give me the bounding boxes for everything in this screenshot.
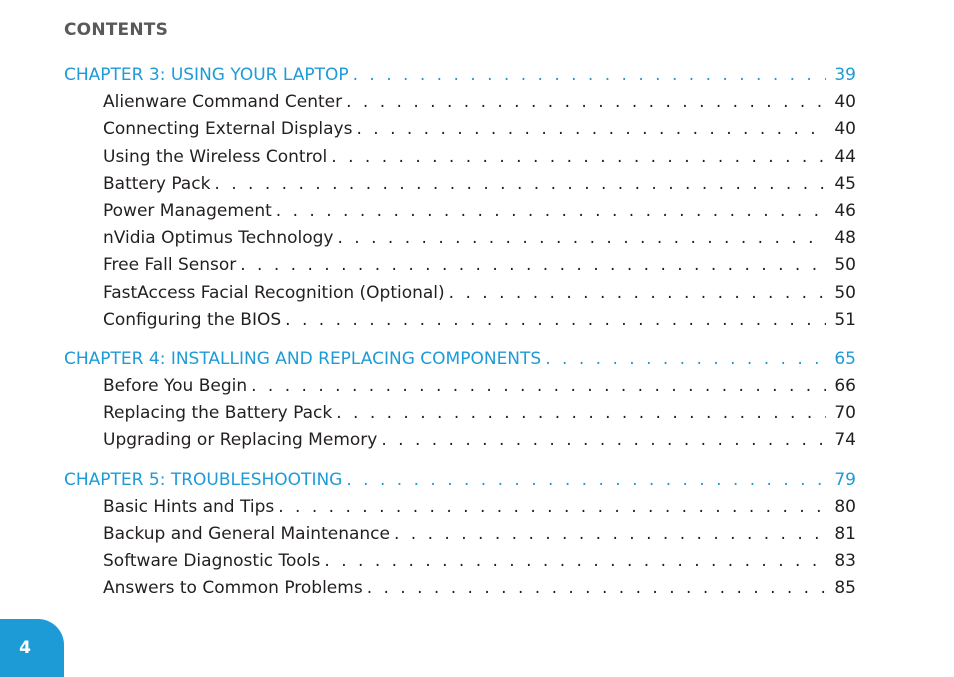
chapter-title: CHAPTER 4: INSTALLING AND REPLACING COMPONENTS: [64, 348, 542, 369]
entry-page-number: 66: [834, 376, 856, 397]
toc-entry[interactable]: [64, 198, 856, 225]
leader-dots: [545, 346, 826, 373]
entry-title: Configuring the BIOS: [103, 309, 282, 330]
entry-title: Software Diagnostic Tools: [103, 551, 321, 572]
leader-dots: [324, 548, 826, 575]
entry-title: Free Fall Sensor: [103, 255, 237, 276]
chapter-5-section: [64, 467, 856, 603]
chapter-title: CHAPTER 5: TROUBLESHOOTING: [64, 469, 343, 490]
leader-dots: [278, 494, 826, 521]
toc-entry[interactable]: [64, 89, 856, 116]
leader-dots: [367, 575, 826, 602]
leader-dots: [346, 89, 826, 116]
toc-entry[interactable]: [64, 144, 856, 171]
entry-title: Power Management: [103, 200, 272, 221]
chapter-3-link[interactable]: [64, 62, 856, 89]
entry-page-number: 44: [834, 146, 856, 167]
entry-title: FastAccess Facial Recognition (Optional): [103, 282, 445, 303]
entry-title: Basic Hints and Tips: [103, 496, 275, 517]
chapter-5-link[interactable]: [64, 467, 856, 494]
toc-entry[interactable]: [64, 307, 856, 334]
leader-dots: [285, 307, 826, 334]
entry-page-number: 48: [834, 228, 856, 249]
entry-page-number: 40: [834, 119, 856, 140]
toc-entry[interactable]: [64, 575, 856, 602]
leader-dots: [394, 521, 826, 548]
entry-page-number: 85: [834, 578, 856, 599]
chapter-page-number: 39: [834, 65, 856, 85]
entry-page-number: 46: [834, 200, 856, 221]
table-of-contents: [64, 62, 856, 615]
leader-dots: [240, 252, 826, 279]
entry-page-number: 50: [834, 255, 856, 276]
entry-page-number: 51: [834, 309, 856, 330]
entry-title: Using the Wireless Control: [103, 146, 328, 167]
entry-title: nVidia Optimus Technology: [103, 228, 334, 249]
leader-dots: [356, 116, 826, 143]
toc-entry[interactable]: [64, 280, 856, 307]
page-number: 4: [19, 638, 31, 658]
entry-title: Replacing the Battery Pack: [103, 403, 333, 424]
toc-entry[interactable]: [64, 373, 856, 400]
chapter-title: CHAPTER 3: USING YOUR LAPTOP: [64, 65, 349, 85]
toc-entry[interactable]: [64, 116, 856, 143]
leader-dots: [336, 400, 826, 427]
toc-entry[interactable]: [64, 171, 856, 198]
leader-dots: [214, 171, 826, 198]
entry-page-number: 70: [834, 403, 856, 424]
entry-title: Connecting External Displays: [103, 119, 353, 140]
toc-entry[interactable]: [64, 494, 856, 521]
page-heading: CONTENTS: [64, 20, 169, 40]
entry-title: Battery Pack: [103, 173, 211, 194]
leader-dots: [381, 427, 826, 454]
chapter-3-section: [64, 62, 856, 334]
entry-page-number: 50: [834, 282, 856, 303]
entry-title: Answers to Common Problems: [103, 578, 363, 599]
entry-page-number: 83: [834, 551, 856, 572]
chapter-page-number: 65: [834, 348, 856, 369]
toc-entry[interactable]: [64, 225, 856, 252]
toc-entry[interactable]: [64, 400, 856, 427]
chapter-4-section: [64, 346, 856, 455]
entry-title: Alienware Command Center: [103, 92, 343, 113]
toc-entry[interactable]: [64, 427, 856, 454]
toc-entry[interactable]: [64, 252, 856, 279]
toc-entry[interactable]: [64, 548, 856, 575]
chapter-page-number: 79: [834, 469, 856, 490]
entry-page-number: 74: [834, 430, 856, 451]
entry-page-number: 80: [834, 496, 856, 517]
leader-dots: [346, 467, 826, 494]
entry-page-number: 40: [834, 92, 856, 113]
entry-title: Before You Begin: [103, 376, 248, 397]
entry-page-number: 81: [834, 524, 856, 544]
leader-dots: [449, 280, 826, 307]
leader-dots: [353, 62, 826, 89]
leader-dots: [331, 144, 826, 171]
entry-title: Backup and General Maintenance: [103, 524, 390, 544]
entry-title: Upgrading or Replacing Memory: [103, 430, 378, 451]
leader-dots: [251, 373, 826, 400]
entry-page-number: 45: [834, 173, 856, 194]
page-number-tab: [0, 619, 64, 677]
leader-dots: [337, 225, 826, 252]
toc-entry[interactable]: [64, 521, 856, 548]
chapter-4-link[interactable]: [64, 346, 856, 373]
leader-dots: [276, 198, 826, 225]
